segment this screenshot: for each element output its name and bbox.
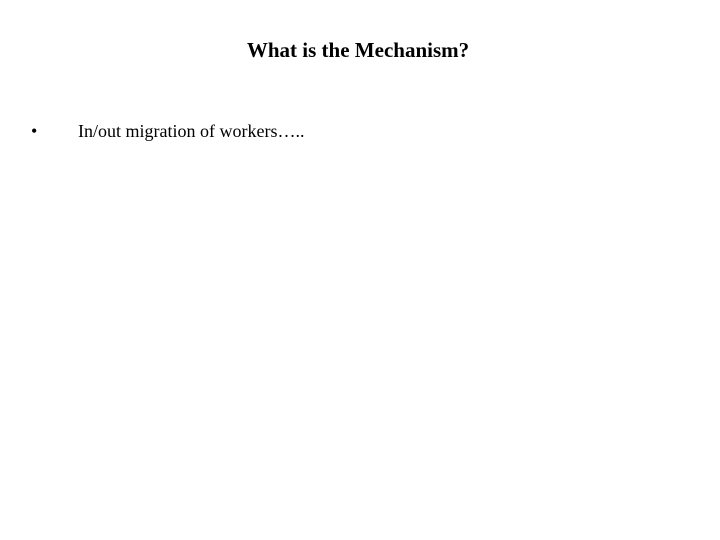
bullet-list [0,118,720,144]
bullet-text: In/out migration of workers….. [78,121,305,141]
bullet-marker: • [31,121,38,141]
slide-title: What is the Mechanism? [246,38,470,62]
bullet-item [0,118,720,144]
